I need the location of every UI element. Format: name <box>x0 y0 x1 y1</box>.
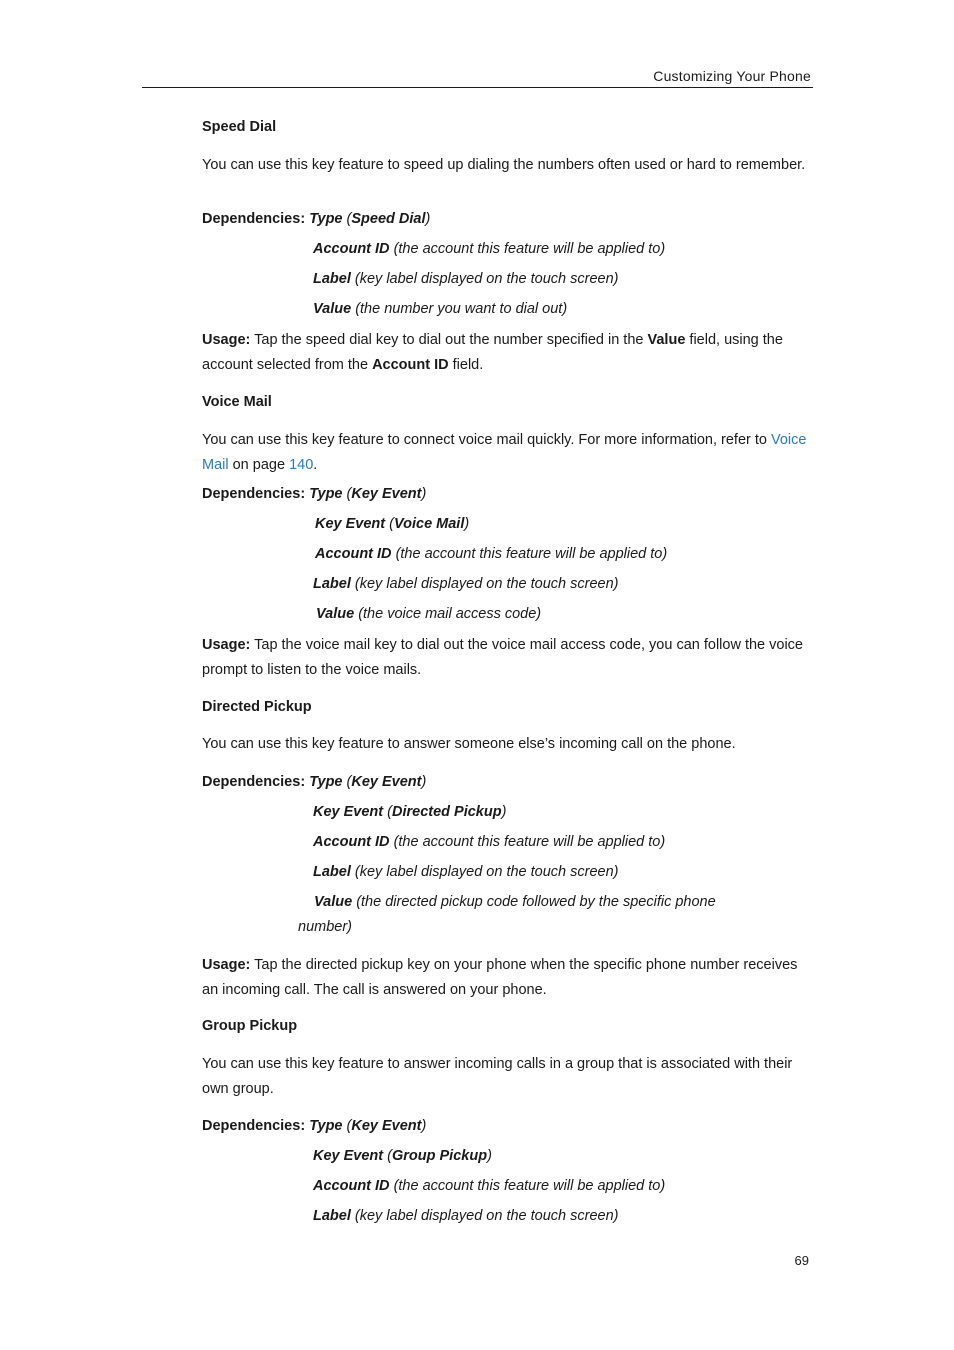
group-pickup-dep-key-event: Key Event (Group Pickup) <box>313 1148 492 1164</box>
directed-pickup-dep-key-event: Key Event (Directed Pickup) <box>313 804 507 820</box>
label-desc: (key label displayed on the touch screen) <box>354 576 619 592</box>
term-label: Label <box>313 1208 351 1224</box>
usage-text: Tap the voice mail key to dial out the voice mail access code, you can follow the voice prompt to listen to the voice mails. <box>202 637 803 678</box>
intro-text: . <box>313 456 318 473</box>
account-desc: (the account this feature will be applied to) <box>393 241 666 257</box>
voice-mail-dependencies: Dependencies: Type (Key Event) <box>202 486 427 502</box>
header-rule <box>142 87 813 88</box>
dependencies-label: Dependencies: <box>202 1118 306 1134</box>
voice-mail-dep-key-event: Key Event (Voice Mail) <box>315 516 470 532</box>
type-value: Key Event <box>351 774 422 790</box>
type-value: Speed Dial <box>351 211 426 227</box>
term-account-id: Account ID <box>313 834 390 850</box>
term-account-id: Account ID <box>313 241 390 257</box>
page-140-link[interactable]: 140 <box>289 456 314 473</box>
usage-text: field. <box>448 356 484 373</box>
speed-dial-dep-label <box>313 271 618 287</box>
account-desc: (the account this feature will be applied to) <box>393 834 666 850</box>
key-event-value: Voice Mail <box>393 516 465 532</box>
speed-dial-dependencies: Dependencies: Type (Speed Dial) <box>202 211 431 227</box>
term-type: Type <box>309 774 343 790</box>
group-pickup-dependencies: Dependencies: Type (Key Event) <box>202 1118 427 1134</box>
dependencies-label: Dependencies: <box>202 486 306 502</box>
account-desc: (the account this feature will be applied to) <box>395 546 668 562</box>
term-label: Label <box>313 864 351 880</box>
term-key-event: Key Event <box>315 516 386 532</box>
value-desc: (the number you want to dial out) <box>355 301 568 317</box>
value-desc: (the directed pickup code followed by the specific phone <box>356 894 716 910</box>
term-type: Type <box>309 486 343 502</box>
directed-pickup-dep-label <box>313 864 618 880</box>
dependencies-label: Dependencies: <box>202 211 306 227</box>
type-value: Key Event <box>351 1118 422 1134</box>
speed-dial-intro: You can use this key feature to speed up dialing the numbers often used or hard to remember. <box>202 157 806 173</box>
term-account-id: Account ID <box>313 1178 390 1194</box>
directed-pickup-usage <box>202 953 814 1002</box>
voice-mail-dep-label <box>313 576 618 592</box>
directed-pickup-dep-value-cont: number) <box>298 919 352 935</box>
term-key-event: Key Event <box>313 1148 384 1164</box>
speed-dial-usage <box>202 328 814 377</box>
group-pickup-dep-label <box>313 1208 618 1224</box>
usage-text: Tap the directed pickup key on your phone when the specific phone number receives an incoming call. The call is answered on your phone. <box>202 957 798 998</box>
key-event-value: Directed Pickup <box>391 804 502 820</box>
term-type: Type <box>309 211 343 227</box>
value-desc: (the voice mail access code) <box>358 606 542 622</box>
term-account-id: Account ID <box>315 546 392 562</box>
term-value: Value <box>313 301 352 317</box>
term-value: Value <box>316 606 355 622</box>
running-header: Customizing Your Phone <box>653 68 811 84</box>
voice-mail-dep-value <box>316 606 541 622</box>
page-number: 69 <box>794 1253 809 1268</box>
label-desc: (key label displayed on the touch screen) <box>354 864 619 880</box>
group-pickup-intro: You can use this key feature to answer incoming calls in a group that is associated with their own group. <box>202 1056 793 1097</box>
usage-label: Usage: <box>202 637 251 653</box>
usage-label: Usage: <box>202 957 251 973</box>
usage-label: Usage: <box>202 332 251 348</box>
type-value: Key Event <box>351 486 422 502</box>
speed-dial-dep-value <box>313 301 567 317</box>
group-pickup-dep-account <box>313 1178 665 1194</box>
key-event-value: Group Pickup <box>391 1148 488 1164</box>
voice-mail-intro <box>202 428 814 477</box>
section-heading-speed-dial: Speed Dial <box>202 119 277 135</box>
term-label: Label <box>313 271 351 287</box>
voice-mail-dep-account <box>315 546 667 562</box>
dependencies-label: Dependencies: <box>202 774 306 790</box>
account-desc: (the account this feature will be applied to) <box>393 1178 666 1194</box>
directed-pickup-dep-account <box>313 834 665 850</box>
usage-account-ref: Account ID <box>372 356 449 373</box>
section-heading-voice-mail: Voice Mail <box>202 394 272 410</box>
directed-pickup-dep-value <box>314 894 716 910</box>
section-heading-group-pickup: Group Pickup <box>202 1018 298 1034</box>
usage-text: Tap the speed dial key to dial out the number specified in the <box>250 332 648 348</box>
label-desc: (key label displayed on the touch screen) <box>354 271 619 287</box>
term-type: Type <box>309 1118 343 1134</box>
usage-text: field, using the account selected from the <box>202 332 783 373</box>
intro-text: on page <box>228 456 290 473</box>
usage-value-ref: Value <box>647 332 686 348</box>
directed-pickup-intro: You can use this key feature to answer someone else’s incoming call on the phone. <box>202 736 736 752</box>
term-label: Label <box>313 576 351 592</box>
label-desc: (key label displayed on the touch screen) <box>354 1208 619 1224</box>
voice-mail-link[interactable]: Voice Mail <box>202 432 807 473</box>
speed-dial-dep-account <box>313 241 665 257</box>
directed-pickup-dependencies: Dependencies: Type (Key Event) <box>202 774 427 790</box>
section-heading-directed-pickup: Directed Pickup <box>202 699 312 715</box>
intro-text: You can use this key feature to connect voice mail quickly. For more information, refer to <box>202 432 771 448</box>
voice-mail-usage <box>202 633 814 682</box>
term-value: Value <box>314 894 353 910</box>
term-key-event: Key Event <box>313 804 384 820</box>
